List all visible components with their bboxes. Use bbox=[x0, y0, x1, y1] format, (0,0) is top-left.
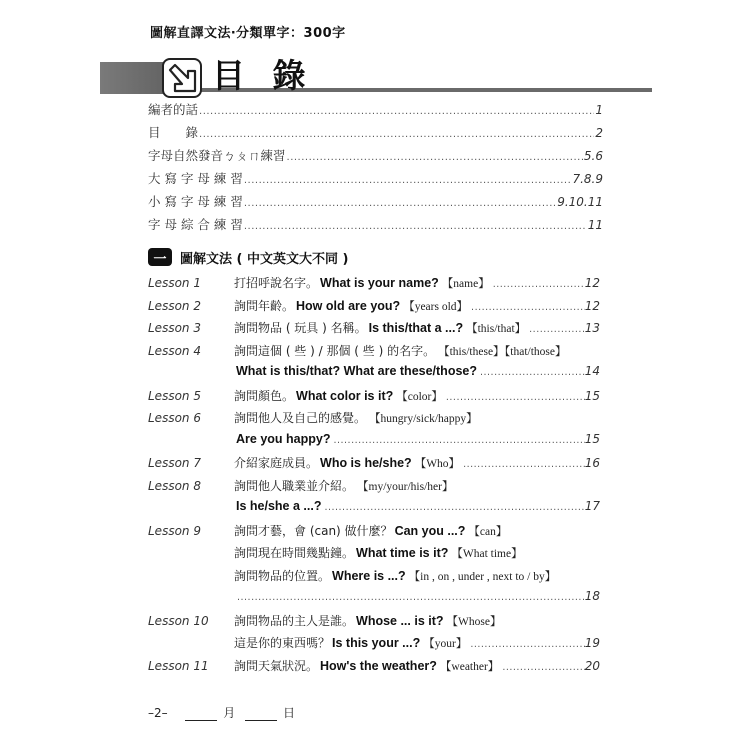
leader-dots bbox=[324, 502, 584, 513]
lesson-english-text: Are you happy? bbox=[236, 431, 331, 446]
leader-dots bbox=[244, 175, 572, 186]
lesson-number: Lesson 4 bbox=[148, 343, 201, 358]
lesson-number: Lesson 2 bbox=[148, 298, 201, 313]
toc-entry-label: 字 母 綜 合 練 習 bbox=[148, 217, 243, 232]
lesson-body bbox=[234, 522, 600, 539]
lesson-chinese-text: 詢問物品的主人是誰。 bbox=[234, 613, 355, 628]
day-label: 日 bbox=[282, 706, 295, 720]
leader-dots bbox=[237, 592, 585, 603]
lesson-row[interactable] bbox=[148, 274, 600, 297]
lesson-body bbox=[234, 297, 600, 314]
toc-title: 目 錄 bbox=[212, 56, 314, 95]
section-title: 圖解文法 ( 中文英文大不同 ) bbox=[180, 251, 349, 267]
day-blank bbox=[245, 708, 277, 721]
lesson-english-text: Where is ...? bbox=[332, 568, 406, 583]
lesson-body bbox=[234, 612, 600, 629]
lesson-chinese-text: 介紹家庭成員。 bbox=[234, 456, 319, 470]
toc-entry[interactable] bbox=[148, 215, 603, 238]
leader-dots bbox=[463, 459, 585, 470]
lesson-row[interactable] bbox=[148, 477, 600, 500]
lesson-row[interactable] bbox=[148, 297, 600, 320]
page-number: –2– bbox=[148, 706, 168, 720]
lesson-chinese-text: 這是你的東西嗎？ bbox=[234, 636, 331, 650]
lesson-chinese-text: 詢問他人及自己的感覺。 bbox=[234, 411, 367, 425]
leader-dots bbox=[446, 392, 585, 403]
toc-entry-label: 字母自然發音ㄅㄆㄇ練習 bbox=[148, 148, 286, 163]
toc-entry[interactable] bbox=[148, 169, 603, 192]
lesson-row[interactable] bbox=[148, 364, 600, 387]
leader-dots bbox=[470, 639, 584, 650]
lesson-body bbox=[234, 319, 600, 336]
lesson-english-text: Whose ... is it? bbox=[356, 613, 444, 628]
leader-dots bbox=[287, 152, 583, 163]
lesson-body bbox=[234, 634, 600, 651]
section-heading bbox=[148, 247, 348, 267]
lesson-english-text: Can you ...? bbox=[394, 523, 466, 538]
lesson-chinese-text: 詢問這個 ( 些 ) / 那個 ( 些 ) 的名字。 bbox=[234, 343, 436, 358]
lesson-row[interactable] bbox=[148, 409, 600, 432]
arrow-down-right-icon bbox=[162, 58, 202, 98]
lesson-row[interactable] bbox=[148, 387, 600, 410]
toc-entry-page: 11 bbox=[587, 218, 603, 232]
lesson-chinese-text: 詢問天氣狀況。 bbox=[234, 658, 319, 673]
leader-dots bbox=[529, 324, 585, 335]
lesson-keyword-note: 【Whose】 bbox=[446, 615, 502, 628]
lesson-row[interactable] bbox=[148, 657, 600, 680]
toc-entry[interactable] bbox=[148, 123, 603, 146]
toc-entry-label: 編者的話 bbox=[148, 102, 199, 117]
lesson-keyword-note: 【hungry/sick/happy】 bbox=[369, 413, 478, 425]
lesson-chinese-text: 詢問顏色。 bbox=[234, 388, 295, 403]
lesson-chinese-text: 詢問物品 ( 玩具 ) 名稱。 bbox=[234, 321, 367, 335]
lesson-keyword-note: 【in , on , under , next to / by】 bbox=[408, 570, 557, 583]
lesson-page: 20 bbox=[584, 658, 600, 673]
lesson-row[interactable] bbox=[148, 567, 600, 590]
front-matter-list bbox=[148, 100, 603, 238]
lesson-keyword-note: 【color】 bbox=[396, 390, 443, 403]
lesson-english-text: Is he/she a ...? bbox=[236, 499, 322, 513]
lesson-english-text: How's the weather? bbox=[320, 658, 437, 673]
lesson-page: 15 bbox=[584, 431, 600, 446]
leader-dots bbox=[199, 129, 594, 140]
toc-entry-label: 目 錄 bbox=[148, 125, 199, 140]
lesson-page: 18 bbox=[584, 589, 600, 603]
section-badge: 一 bbox=[148, 248, 172, 266]
lesson-body bbox=[234, 567, 600, 584]
leader-dots bbox=[502, 662, 584, 673]
lesson-english-text: What color is it? bbox=[296, 388, 394, 403]
lesson-body bbox=[234, 657, 600, 674]
toc-entry-page: 1 bbox=[595, 103, 603, 117]
lesson-page: 13 bbox=[584, 321, 600, 335]
leader-dots bbox=[244, 221, 587, 232]
lesson-body bbox=[234, 432, 600, 446]
lesson-number: Lesson 11 bbox=[148, 658, 209, 673]
lesson-number: Lesson 10 bbox=[148, 613, 209, 628]
lesson-body bbox=[234, 387, 600, 404]
toc-entry-label: 大 寫 字 母 練 習 bbox=[148, 171, 243, 186]
toc-entry-page: 5.6 bbox=[583, 149, 603, 163]
lesson-row[interactable] bbox=[148, 634, 600, 657]
lesson-english-text: What is your name? bbox=[320, 276, 439, 290]
lesson-english-text: Who is he/she? bbox=[320, 456, 412, 470]
toc-entry-page: 9.10.11 bbox=[557, 195, 603, 209]
toc-entry-label: 小 寫 字 母 練 習 bbox=[148, 194, 243, 209]
lesson-chinese-text: 打招呼說名字。 bbox=[234, 276, 319, 290]
lesson-keyword-note: 【this/these】【that/those】 bbox=[438, 345, 567, 358]
leader-dots bbox=[493, 279, 585, 290]
toc-banner bbox=[100, 58, 652, 96]
lesson-row[interactable] bbox=[148, 454, 600, 477]
lesson-page: 17 bbox=[584, 499, 600, 513]
toc-entry[interactable] bbox=[148, 100, 603, 123]
lesson-number: Lesson 8 bbox=[148, 478, 201, 493]
lesson-body bbox=[234, 454, 600, 471]
book-title: 圖解直譯文法‧分類單字：300字 bbox=[150, 26, 346, 41]
lesson-body bbox=[234, 544, 600, 561]
leader-dots bbox=[199, 106, 594, 117]
lesson-page: 15 bbox=[584, 388, 600, 403]
lesson-body bbox=[234, 364, 600, 378]
lesson-row[interactable] bbox=[148, 432, 600, 455]
lesson-row[interactable] bbox=[148, 612, 600, 635]
lesson-english-text: How old are you? bbox=[296, 298, 401, 313]
lesson-english-text: What is this/that? What are these/those? bbox=[236, 364, 477, 378]
lesson-keyword-note: 【your】 bbox=[423, 638, 468, 650]
lesson-body bbox=[234, 589, 600, 603]
lesson-body bbox=[234, 477, 600, 494]
lesson-keyword-note: 【this/that】 bbox=[466, 323, 527, 335]
leader-dots bbox=[244, 198, 556, 209]
leader-dots bbox=[333, 435, 584, 446]
lesson-number: Lesson 1 bbox=[148, 276, 201, 290]
lesson-row[interactable] bbox=[148, 342, 600, 365]
lesson-chinese-text: 詢問年齡。 bbox=[234, 298, 295, 313]
lesson-page: 16 bbox=[584, 456, 600, 470]
lesson-body bbox=[234, 499, 600, 513]
month-blank bbox=[185, 708, 217, 721]
page-footer bbox=[148, 704, 295, 721]
lesson-keyword-note: 【What time】 bbox=[451, 548, 523, 560]
lesson-chinese-text: 詢問現在時間幾點鐘。 bbox=[234, 546, 355, 560]
lesson-keyword-note: 【Who】 bbox=[414, 458, 461, 470]
lesson-english-text: Is this your ...? bbox=[332, 636, 421, 650]
lesson-row[interactable] bbox=[148, 544, 600, 567]
lesson-keyword-note: 【can】 bbox=[468, 525, 508, 538]
lesson-page: 14 bbox=[584, 364, 600, 378]
lesson-body bbox=[234, 342, 600, 359]
lesson-row[interactable] bbox=[148, 499, 600, 522]
lesson-number: Lesson 7 bbox=[148, 456, 201, 470]
lesson-keyword-note: 【name】 bbox=[441, 278, 490, 290]
lesson-chinese-text: 詢問物品的位置。 bbox=[234, 568, 331, 583]
lesson-keyword-note: 【weather】 bbox=[439, 660, 500, 673]
lesson-keyword-note: 【my/your/his/her】 bbox=[357, 480, 454, 493]
leader-dots bbox=[471, 302, 585, 313]
lesson-row[interactable] bbox=[148, 522, 600, 545]
toc-entry-page: 2 bbox=[595, 126, 603, 140]
lesson-english-text: Is this/that a ...? bbox=[368, 321, 464, 335]
toc-entry[interactable] bbox=[148, 192, 603, 215]
lesson-page: 19 bbox=[584, 636, 600, 650]
lesson-body bbox=[234, 409, 600, 426]
lesson-row[interactable] bbox=[148, 589, 600, 612]
lesson-row[interactable] bbox=[148, 319, 600, 342]
lesson-chinese-text: 詢問他人職業並介紹。 bbox=[234, 478, 355, 493]
lesson-list bbox=[148, 274, 600, 679]
lesson-keyword-note: 【years old】 bbox=[403, 300, 469, 313]
lesson-number: Lesson 5 bbox=[148, 388, 201, 403]
toc-entry[interactable] bbox=[148, 146, 603, 169]
lesson-number: Lesson 6 bbox=[148, 411, 201, 425]
month-label: 月 bbox=[223, 706, 236, 720]
leader-dots bbox=[480, 367, 585, 378]
lesson-page: 12 bbox=[584, 298, 600, 313]
toc-entry-page: 7.8.9 bbox=[572, 172, 603, 186]
lesson-body bbox=[234, 274, 600, 291]
lesson-page: 12 bbox=[584, 276, 600, 290]
lesson-number: Lesson 9 bbox=[148, 523, 201, 538]
lesson-number: Lesson 3 bbox=[148, 321, 201, 335]
lesson-english-text: What time is it? bbox=[356, 546, 449, 560]
lesson-chinese-text: 詢問才藝，會 (can) 做什麼？ bbox=[234, 523, 393, 538]
